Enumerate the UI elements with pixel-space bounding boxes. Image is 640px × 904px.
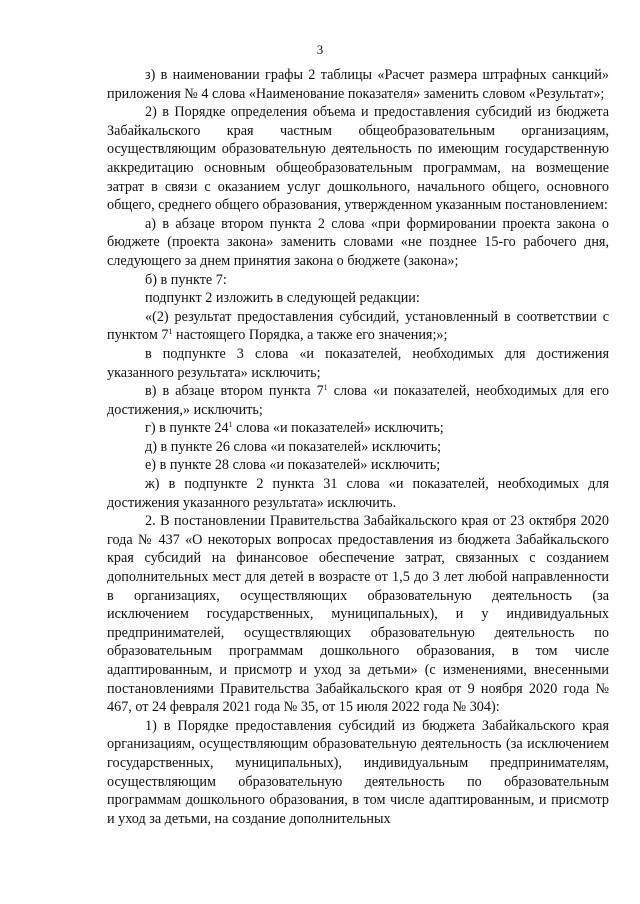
paragraph-e <box>107 456 609 475</box>
paragraph-z <box>107 66 609 103</box>
paragraph-text: 2) в Порядке определения объема и предоставления субсидий из бюджета Забайкальского края частным общеобразовательным организациям, осуществляющим образовательную деятельность по имеющим государственную аккредитацию основным общеобразовательным программам, на возмещение затрат в связи с оказанием услуг дошкольного, начального общего, основного общего, среднего общего образования, утвержденном указанным постановлением: <box>107 104 609 214</box>
paragraph-d <box>107 438 609 457</box>
paragraph-text: б) в пункте 7: <box>145 271 227 288</box>
superscript: 1 <box>323 383 328 393</box>
paragraph-quote-result <box>107 308 609 345</box>
page-number: 3 <box>316 42 324 57</box>
paragraph-subitem-2 <box>107 289 609 308</box>
paragraph-g <box>107 419 609 438</box>
paragraph-text: 1) в Порядке предоставления субсидий из бюджета Забайкальского края организациям, осуществляющим образовательную деятельность (за исключением государственных, муниципальных), индивидуальным предпринимателям, осуществляющим образовательную деятельность по образовательным программам дошкольного образования, в том числе адаптированным, и присмотр и уход за детьми, на создание дополнительных <box>107 717 609 827</box>
paragraph-text: слова «и показателей» исключить; <box>232 420 444 437</box>
paragraph-text: а) в абзаце втором пункта 2 слова «при формировании проекта закона о бюджете (проекта закона» заменить словами «не позднее 15-го рабочего дня, следующего за днем принятия закона о бюджете (закона»; <box>107 215 609 269</box>
paragraph-item-2 <box>107 103 609 215</box>
paragraph-subsection-1 <box>107 717 609 829</box>
paragraph-v <box>107 382 609 419</box>
paragraph-text: подпункт 2 изложить в следующей редакции: <box>145 290 420 307</box>
paragraph-text: з) в наименовании графы 2 таблицы «Расчет размера штрафных санкций» приложения № 4 слова «Наименование показателя» заменить словом «Результат»; <box>107 67 609 102</box>
paragraph-text: «(2) результат предоставления субсидий, установленный в соответствии с пунктом 7 <box>107 308 609 344</box>
paragraph-text: ж) в подпункте 2 пункта 31 слова «и показателей, необходимых для достижения указанного результата» исключить. <box>107 476 609 511</box>
paragraph-zh <box>107 475 609 512</box>
paragraph-text: е) в пункте 28 слова «и показателей» исключить; <box>145 457 441 474</box>
paragraph-a <box>107 215 609 271</box>
paragraph-text: в подпункте 3 слова «и показателей, необходимых для достижения указанного результата» исключить; <box>107 345 609 381</box>
paragraph-text: слова «и показателей, необходимых для его достижения,» исключить; <box>107 383 610 418</box>
superscript: 1 <box>168 327 173 337</box>
superscript: 1 <box>228 420 233 430</box>
paragraph-b <box>107 271 609 290</box>
paragraph-text: г) в пункте 24 <box>145 420 229 437</box>
paragraph-subitem-3 <box>107 345 609 382</box>
paragraph-text: д) в пункте 26 слова «и показателей» исключить; <box>145 438 442 455</box>
paragraph-text: 2. В постановлении Правительства Забайкальского края от 23 октября 2020 года № 437 «О некоторых вопросах предоставления из бюджета Забайкальского края субсидий на финансовое обеспечение затрат, связанных с созданием дополнительных мест для детей в возрасте от 1,5 до 3 лет любой направленности в организациях, осуществляющих образовательную деятельность (за исключением государственных, муниципальных), и у индивидуальных предпринимателей, осуществляющих образовательную деятельность по образовательным программам дошкольного образования, в том числе адаптированным, и присмотр и уход за детьми» (с изменениями, внесенными постановлениями Правительства Забайкальского края от 9 ноября 2020 года № 467, от 24 февраля 2021 года № 35, от 15 июля 2022 года № 304): <box>107 513 609 716</box>
document-body <box>107 66 609 828</box>
paragraph-text: настоящего Порядка, а также его значения;»; <box>172 327 448 344</box>
paragraph-section-2 <box>107 512 609 717</box>
paragraph-text: в) в абзаце втором пункта 7 <box>145 383 324 400</box>
